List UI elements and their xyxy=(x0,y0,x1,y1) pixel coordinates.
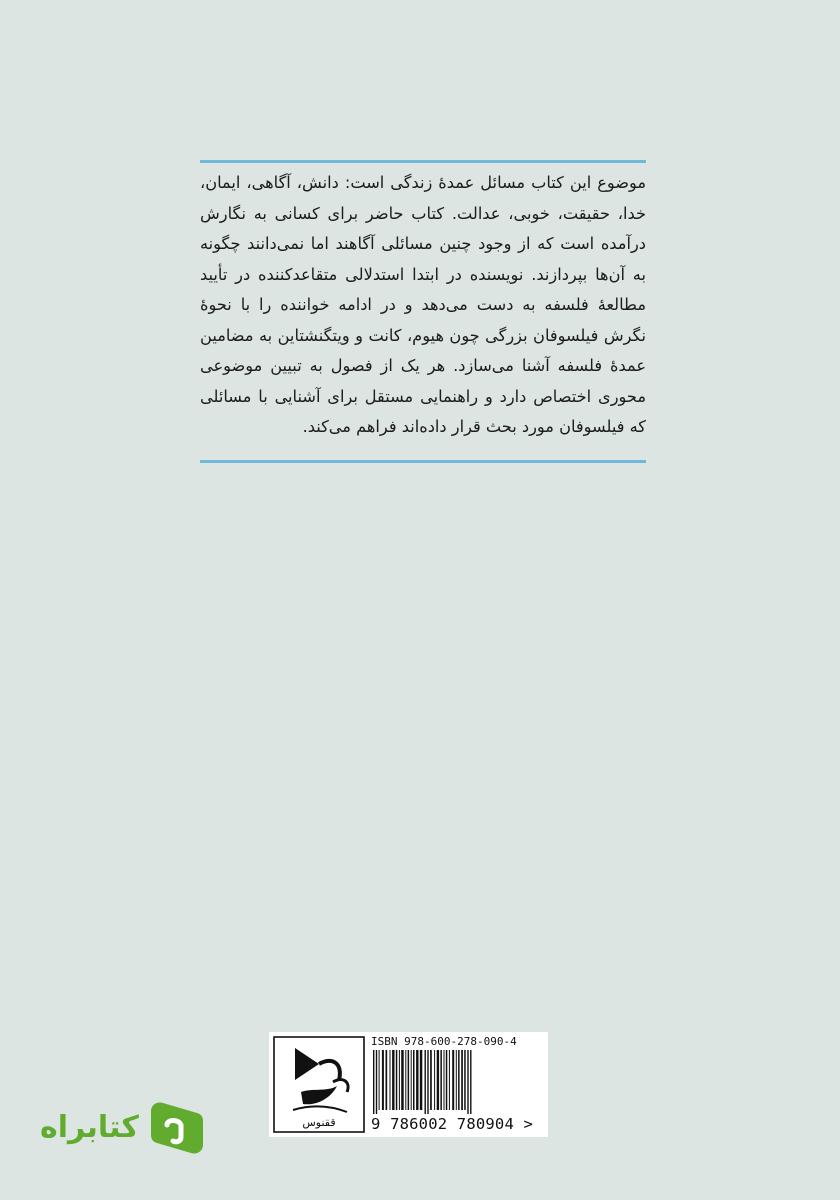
barcode-bar xyxy=(430,1050,432,1110)
barcode-bar xyxy=(396,1050,398,1110)
ean13-barcode xyxy=(371,1050,541,1114)
barcode-bar xyxy=(464,1050,466,1110)
barcode-bar xyxy=(467,1050,468,1114)
barcode-bar xyxy=(449,1050,450,1110)
barcode-bar xyxy=(461,1050,463,1110)
barcode-bar xyxy=(458,1050,460,1110)
ketabrah-brand xyxy=(40,1092,220,1162)
ketabrah-logo-icon xyxy=(145,1097,205,1157)
back-cover-blurb xyxy=(200,168,646,443)
brand-name: کتابراه xyxy=(40,1109,139,1145)
publisher-phoenix-logo-icon xyxy=(273,1036,365,1133)
barcode-bar xyxy=(416,1050,418,1110)
barcode-bar xyxy=(420,1050,423,1110)
barcode-bar xyxy=(373,1050,374,1114)
barcode-bar xyxy=(413,1050,415,1110)
barcode-bar xyxy=(401,1050,404,1110)
barcode-bar xyxy=(386,1050,388,1110)
svg-text:ققنوس: ققنوس xyxy=(302,1116,336,1129)
barcode-bar xyxy=(399,1050,400,1110)
barcode-bar xyxy=(379,1050,380,1110)
barcode-bar xyxy=(427,1050,428,1114)
bottom-accent-rule xyxy=(200,460,646,463)
ean-digits: 9 786002 780904 > xyxy=(371,1115,534,1133)
isbn-barcode-panel xyxy=(269,1032,548,1137)
barcode-bar xyxy=(408,1050,410,1110)
barcode-bar xyxy=(446,1050,448,1110)
barcode-bar xyxy=(470,1050,471,1114)
barcode-bar xyxy=(405,1050,406,1110)
top-accent-rule xyxy=(200,160,646,163)
barcode-bar xyxy=(437,1050,439,1110)
barcode-bar xyxy=(456,1050,457,1110)
barcode-bar xyxy=(444,1050,445,1110)
barcode-bar xyxy=(434,1050,435,1110)
barcode-bar xyxy=(440,1050,442,1110)
barcode-bar xyxy=(452,1050,454,1110)
barcode-bar xyxy=(392,1050,394,1110)
barcode-bar xyxy=(382,1050,384,1110)
barcode-bar xyxy=(390,1050,391,1110)
barcode-bar xyxy=(411,1050,412,1110)
barcode-bar xyxy=(425,1050,426,1114)
barcode-bar xyxy=(376,1050,377,1114)
blurb-text: موضوع این کتاب مسائل عمدهٔ زندگی است: دانش، آگاهی، ایمان، خدا، حقیقت، خوبی، عدالت. کتاب حاضر برای کسانی به نگارش درآمده است که از وجود چنین مسائلی آگاهند اما نمی‌دانند چگونه به آن‌ها بپردازند. نویسنده در ابتدا استدلالی متقاعدکننده در تأیید مطالعهٔ فلسفه به دست می‌دهد و در ادامه خواننده را با نحوهٔ نگرش فیلسوفان بزرگی چون هیوم، کانت و ویتگنشتاین به مضامین عمدهٔ فلسفه آشنا می‌سازد. هر یک از فصول به تبیین موضوعی محوری اختصاص دارد و راهنمایی مستقل برای آشنایی با مسائلی که فیلسوفان مورد بحث قرار داده‌اند فراهم می‌کند. xyxy=(200,173,646,436)
isbn-label: ISBN 978-600-278-090-4 xyxy=(371,1035,517,1048)
